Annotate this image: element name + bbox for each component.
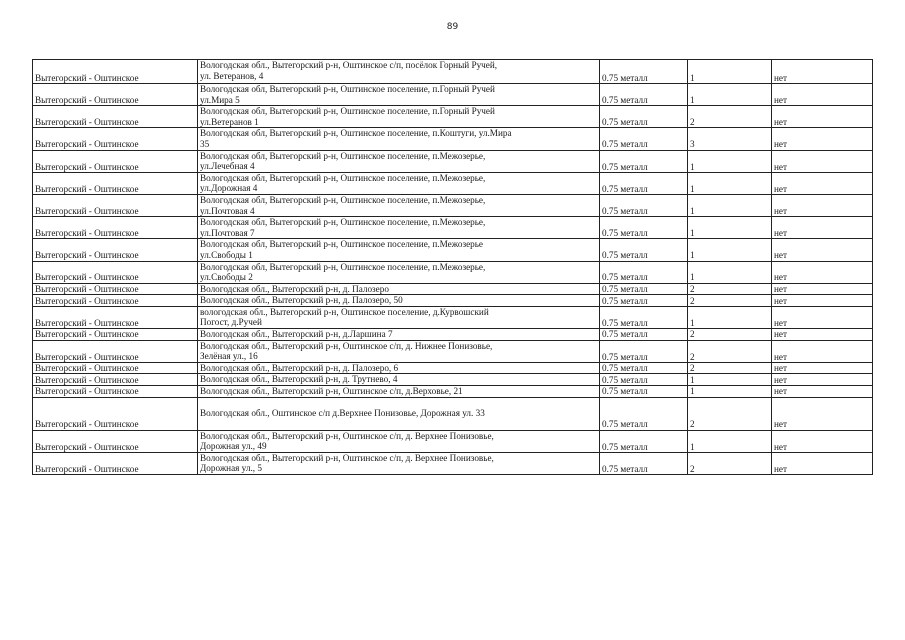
count-cell: 2: [688, 295, 772, 307]
spec-cell: 0.75 металл: [600, 239, 688, 261]
flag-cell: нет: [772, 128, 873, 150]
count-cell: 2: [688, 283, 772, 295]
district-cell: Вытегорский - Оштинское: [33, 84, 198, 106]
spec-cell: 0.75 металл: [600, 60, 688, 84]
address-line: Погост, д.Ручей: [200, 317, 262, 328]
address-line: Вологодская обл, Вытегорский р-н, Оштинское поселение, п.Межозерье: [200, 239, 484, 250]
table-row: [33, 283, 873, 295]
address-line: ул.Свободы 1: [200, 249, 253, 260]
count-cell: 1: [688, 60, 772, 84]
flag-cell: нет: [772, 106, 873, 128]
table-row: [33, 430, 873, 452]
address-cell: [198, 60, 600, 84]
address-cell: [198, 386, 600, 398]
spec-cell: 0.75 металл: [600, 106, 688, 128]
address-line: Вологодская обл., Вытегорский р-н, Оштинское с/п, д.Верховье, 21: [200, 386, 463, 397]
address-line: ул.Лечебная 4: [200, 161, 255, 172]
table-row: [33, 452, 873, 474]
count-cell: 1: [688, 150, 772, 172]
address-line: 35: [200, 138, 210, 149]
address-line: Вологодская обл., Оштинское с/п д.Верхнее Понизовье, Дорожная ул. 33: [200, 408, 485, 419]
district-cell: Вытегорский - Оштинское: [33, 194, 198, 216]
district-cell: Вытегорский - Оштинское: [33, 261, 198, 283]
flag-cell: нет: [772, 283, 873, 295]
spec-cell: 0.75 металл: [600, 261, 688, 283]
table-row: [33, 295, 873, 307]
count-cell: 1: [688, 239, 772, 261]
table-row: [33, 239, 873, 261]
district-cell: Вытегорский - Оштинское: [33, 340, 198, 362]
district-cell: Вытегорский - Оштинское: [33, 239, 198, 261]
address-line: Вологодская обл, Вытегорский р-н, Оштинское поселение, п.Межозерье,: [200, 150, 486, 161]
count-cell: 2: [688, 329, 772, 341]
district-cell: Вытегорский - Оштинское: [33, 128, 198, 150]
district-cell: Вытегорский - Оштинское: [33, 329, 198, 341]
address-line: Вологодская обл, Вытегорский р-н, Оштинское поселение, п.Межозерье,: [200, 172, 486, 183]
address-line: Дорожная ул., 5: [200, 463, 262, 474]
table-row: [33, 329, 873, 341]
flag-cell: нет: [772, 261, 873, 283]
address-line: ул.Почтовая 7: [200, 227, 255, 238]
address-cell: [198, 172, 600, 194]
spec-cell: 0.75 металл: [600, 84, 688, 106]
spec-cell: 0.75 металл: [600, 128, 688, 150]
flag-cell: нет: [772, 374, 873, 386]
table-row: [33, 217, 873, 239]
address-line: Вологодская обл, Вытегорский р-н, Оштинское поселение, п.Горный Ручей: [200, 106, 495, 117]
table-row: [33, 374, 873, 386]
spec-cell: 0.75 металл: [600, 306, 688, 328]
flag-cell: нет: [772, 60, 873, 84]
flag-cell: нет: [772, 239, 873, 261]
spec-cell: 0.75 металл: [600, 150, 688, 172]
address-cell: [198, 106, 600, 128]
flag-cell: нет: [772, 386, 873, 398]
table-row: [33, 261, 873, 283]
address-line: Вологодская обл, Вытегорский р-н, Оштинское поселение, п.Межозерье,: [200, 194, 486, 205]
district-cell: Вытегорский - Оштинское: [33, 295, 198, 307]
address-cell: [198, 452, 600, 474]
address-line: Вологодская обл., Вытегорский р-н, д. Палозеро: [200, 283, 389, 294]
address-line: ул. Ветеранов, 4: [200, 70, 264, 81]
district-cell: Вытегорский - Оштинское: [33, 374, 198, 386]
district-cell: Вытегорский - Оштинское: [33, 452, 198, 474]
address-line: Вологодская обл., Вытегорский р-н, д. Палозеро, 50: [200, 295, 403, 306]
spec-cell: 0.75 металл: [600, 397, 688, 430]
address-cell: [198, 84, 600, 106]
address-line: Вологодская обл., Вытегорский р-н, Оштинское с/п, д. Верхнее Понизовье,: [200, 430, 494, 441]
address-cell: [198, 150, 600, 172]
address-cell: [198, 261, 600, 283]
count-cell: 1: [688, 84, 772, 106]
address-line: Вологодская обл, Вытегорский р-н, Оштинское поселение, п.Межозерье,: [200, 261, 486, 272]
address-line: Вологодская обл., Вытегорский р-н, д.Ларшина 7: [200, 329, 393, 340]
address-line: ул.Свободы 2: [200, 272, 253, 283]
spec-cell: 0.75 металл: [600, 283, 688, 295]
count-cell: 1: [688, 261, 772, 283]
flag-cell: нет: [772, 84, 873, 106]
district-cell: Вытегорский - Оштинское: [33, 60, 198, 84]
table-row: [33, 306, 873, 328]
address-line: Зелёная ул., 16: [200, 351, 258, 362]
count-cell: 1: [688, 386, 772, 398]
address-line: вологодская обл., Вытегорский р-н, Оштинское поселение, д.Курвошский: [200, 306, 489, 317]
address-line: Вологодская обл., Вытегорский р-н, д. Трутнево, 4: [200, 374, 398, 385]
address-line: Вологодская обл., Вытегорский р-н, д. Палозеро, 6: [200, 362, 399, 373]
table-row: [33, 172, 873, 194]
flag-cell: нет: [772, 172, 873, 194]
count-cell: 2: [688, 397, 772, 430]
flag-cell: нет: [772, 340, 873, 362]
flag-cell: нет: [772, 194, 873, 216]
address-line: ул.Дорожная 4: [200, 183, 258, 194]
district-cell: Вытегорский - Оштинское: [33, 283, 198, 295]
count-cell: 2: [688, 106, 772, 128]
district-cell: Вытегорский - Оштинское: [33, 217, 198, 239]
count-cell: 1: [688, 194, 772, 216]
count-cell: 3: [688, 128, 772, 150]
address-cell: [198, 397, 600, 430]
address-cell: [198, 295, 600, 307]
spec-cell: 0.75 металл: [600, 362, 688, 374]
spec-cell: 0.75 металл: [600, 430, 688, 452]
flag-cell: нет: [772, 217, 873, 239]
address-line: Вологодская обл, Вытегорский р-н, Оштинское поселение, п.Горный Ручей: [200, 84, 495, 94]
count-cell: 1: [688, 217, 772, 239]
address-line: Вологодская обл., Вытегорский р-н, Оштинское с/п, д. Верхнее Понизовье,: [200, 452, 494, 463]
address-line: Вологодская обл, Вытегорский р-н, Оштинское поселение, п.Коштуги, ул.Мира: [200, 128, 512, 139]
count-cell: 1: [688, 430, 772, 452]
table-row: [33, 397, 873, 430]
spec-cell: 0.75 металл: [600, 340, 688, 362]
district-cell: Вытегорский - Оштинское: [33, 430, 198, 452]
district-cell: Вытегорский - Оштинское: [33, 386, 198, 398]
address-cell: [198, 430, 600, 452]
address-line: ул.Почтовая 4: [200, 205, 255, 216]
address-line: Вологодская обл., Вытегорский р-н, Оштинское с/п, посёлок Горный Ручей,: [200, 60, 498, 70]
address-line: Дорожная ул., 49: [200, 441, 267, 452]
spec-cell: 0.75 металл: [600, 452, 688, 474]
table-row: [33, 60, 873, 84]
flag-cell: нет: [772, 150, 873, 172]
flag-cell: нет: [772, 306, 873, 328]
address-cell: [198, 283, 600, 295]
flag-cell: нет: [772, 397, 873, 430]
count-cell: 1: [688, 374, 772, 386]
address-cell: [198, 374, 600, 386]
spec-cell: 0.75 металл: [600, 172, 688, 194]
table-row: [33, 150, 873, 172]
address-cell: [198, 306, 600, 328]
district-cell: Вытегорский - Оштинское: [33, 362, 198, 374]
table-row: [33, 106, 873, 128]
table-row: [33, 128, 873, 150]
spec-cell: 0.75 металл: [600, 194, 688, 216]
count-cell: 2: [688, 452, 772, 474]
spec-cell: 0.75 металл: [600, 217, 688, 239]
address-cell: [198, 217, 600, 239]
address-cell: [198, 194, 600, 216]
spec-cell: 0.75 металл: [600, 295, 688, 307]
spec-cell: 0.75 металл: [600, 329, 688, 341]
address-cell: [198, 128, 600, 150]
table-row: [33, 194, 873, 216]
table-row: [33, 386, 873, 398]
address-cell: [198, 239, 600, 261]
registry-table: [32, 59, 873, 475]
address-cell: [198, 362, 600, 374]
flag-cell: нет: [772, 295, 873, 307]
spec-cell: 0.75 металл: [600, 374, 688, 386]
count-cell: 2: [688, 340, 772, 362]
address-line: Вологодская обл., Вытегорский р-н, Оштинское с/п, д. Нижнее Понизовье,: [200, 340, 493, 351]
page-number: 89: [446, 22, 459, 32]
count-cell: 2: [688, 362, 772, 374]
flag-cell: нет: [772, 329, 873, 341]
count-cell: 1: [688, 172, 772, 194]
table-row: [33, 84, 873, 106]
table-row: [33, 362, 873, 374]
count-cell: 1: [688, 306, 772, 328]
address-line: ул.Ветеранов 1: [200, 116, 259, 127]
flag-cell: нет: [772, 430, 873, 452]
district-cell: Вытегорский - Оштинское: [33, 397, 198, 430]
flag-cell: нет: [772, 452, 873, 474]
table-row: [33, 340, 873, 362]
district-cell: Вытегорский - Оштинское: [33, 306, 198, 328]
district-cell: Вытегорский - Оштинское: [33, 106, 198, 128]
registry-body: [33, 60, 873, 475]
address-line: [200, 398, 597, 409]
address-line: Вологодская обл, Вытегорский р-н, Оштинское поселение, п.Межозерье,: [200, 217, 486, 228]
address-line: ул.Мира 5: [200, 94, 240, 105]
address-cell: [198, 340, 600, 362]
district-cell: Вытегорский - Оштинское: [33, 150, 198, 172]
spec-cell: 0.75 металл: [600, 386, 688, 398]
address-cell: [198, 329, 600, 341]
flag-cell: нет: [772, 362, 873, 374]
district-cell: Вытегорский - Оштинское: [33, 172, 198, 194]
